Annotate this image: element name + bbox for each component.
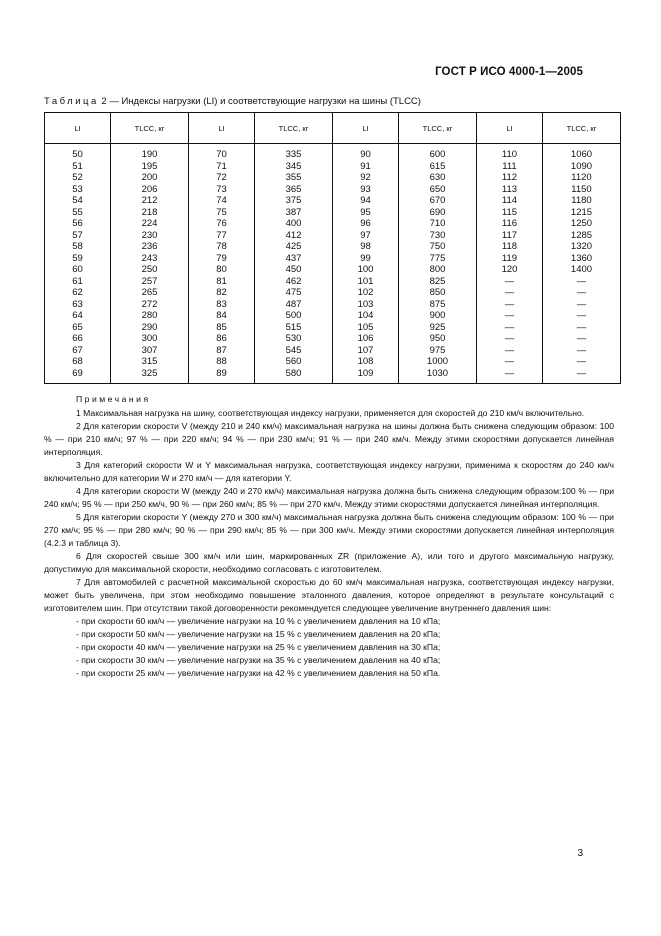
cell-li: 87 [189,345,255,357]
table-row [45,264,621,276]
document-code: ГОСТ Р ИСО 4000-1—2005 [435,66,583,78]
cell-tlcc: — [543,356,621,368]
load-index-table [44,112,621,384]
cell-tlcc: 710 [399,218,477,230]
notes-section [44,393,614,680]
cell-tlcc: 545 [255,345,333,357]
table-caption-prefix: Таблица [44,96,99,107]
note-bullet: - при скорости 50 км/ч — увеличение нагрузки на 15 % с увеличением давления на 20 кПа; [76,629,441,639]
cell-li: 109 [333,368,399,384]
note-item: 4 Для категории скорости W (между 240 и 270 км/ч) максимальная нагрузка должна быть снижена следующим образом:100 % — при 240 км/ч; 95 % — при 250 км/ч, 90 % — при 260 км/ч; 85 % — при 270 км/ч. Между этими скоростями допускается линейная интерполяция. [44,486,614,509]
cell-tlcc: 475 [255,287,333,299]
table-row [45,356,621,368]
cell-li: 89 [189,368,255,384]
cell-li: 101 [333,276,399,288]
cell-li: 54 [45,195,111,207]
cell-li: 88 [189,356,255,368]
cell-li: 108 [333,356,399,368]
cell-tlcc: 750 [399,241,477,253]
cell-li: 70 [189,144,255,161]
cell-li: 114 [477,195,543,207]
cell-li: 100 [333,264,399,276]
cell-li: 52 [45,172,111,184]
table-row [45,368,621,384]
cell-tlcc: 1030 [399,368,477,384]
cell-li: 69 [45,368,111,384]
cell-li: — [477,287,543,299]
cell-tlcc: 925 [399,322,477,334]
cell-tlcc: 800 [399,264,477,276]
column-header-tlcc: TLCC, кг [111,113,189,144]
cell-li: 102 [333,287,399,299]
cell-li: 86 [189,333,255,345]
cell-li: 119 [477,253,543,265]
note-bullet: - при скорости 30 км/ч — увеличение нагрузки на 35 % с увеличением давления на 40 кПа; [76,655,441,665]
cell-li: 79 [189,253,255,265]
cell-tlcc: 325 [111,368,189,384]
cell-tlcc: 355 [255,172,333,184]
cell-li: 75 [189,207,255,219]
cell-tlcc: 560 [255,356,333,368]
cell-tlcc: 1180 [543,195,621,207]
cell-tlcc: 670 [399,195,477,207]
cell-li: 111 [477,161,543,173]
cell-tlcc: — [543,322,621,334]
cell-tlcc: 206 [111,184,189,196]
column-header-li: LI [477,113,543,144]
cell-li: 73 [189,184,255,196]
column-header-tlcc: TLCC, кг [399,113,477,144]
cell-li: 68 [45,356,111,368]
cell-li: 95 [333,207,399,219]
cell-li: 57 [45,230,111,242]
cell-tlcc: 690 [399,207,477,219]
cell-li: 56 [45,218,111,230]
cell-li: 50 [45,144,111,161]
cell-li: 103 [333,299,399,311]
cell-tlcc: — [543,310,621,322]
cell-li: 66 [45,333,111,345]
note-item: 7 Для автомобилей с расчетной максимальной скоростью до 60 км/ч максимальная нагрузка, соответствующая индексу нагрузки, может быть увеличена, при этом необходимо повышение эталонного давления, которое определяют в результате консультаций с изготовителем шин. При отсутствии такой договоренности рекомендуется следующее увеличение внутреннего давления шин: [44,577,614,613]
cell-tlcc: 265 [111,287,189,299]
cell-tlcc: 315 [111,356,189,368]
cell-tlcc: 375 [255,195,333,207]
table-row [45,310,621,322]
cell-li: 53 [45,184,111,196]
cell-tlcc: 425 [255,241,333,253]
cell-tlcc: — [543,333,621,345]
note-bullet: - при скорости 25 км/ч — увеличение нагрузки на 42 % с увеличением давления на 50 кПа. [76,668,441,678]
cell-tlcc: 900 [399,310,477,322]
cell-tlcc: 1285 [543,230,621,242]
cell-tlcc: 400 [255,218,333,230]
cell-tlcc: 190 [111,144,189,161]
cell-tlcc: 825 [399,276,477,288]
cell-li: 77 [189,230,255,242]
cell-tlcc: — [543,368,621,384]
cell-tlcc: 950 [399,333,477,345]
cell-tlcc: — [543,287,621,299]
table-body [45,144,621,384]
cell-tlcc: 775 [399,253,477,265]
note-item: 1 Максимальная нагрузка на шину, соответствующая индексу нагрузки, применяется для скоростей до 210 км/ч включительно. [76,408,585,418]
cell-tlcc: 335 [255,144,333,161]
cell-li: 120 [477,264,543,276]
cell-li: 107 [333,345,399,357]
cell-li: — [477,299,543,311]
cell-tlcc: 212 [111,195,189,207]
cell-tlcc: 236 [111,241,189,253]
cell-li: 67 [45,345,111,357]
table-row [45,207,621,219]
note-bullet: - при скорости 60 км/ч — увеличение нагрузки на 10 % с увеличением давления на 10 кПа; [76,616,441,626]
cell-li: 62 [45,287,111,299]
cell-tlcc: 1250 [543,218,621,230]
table-row [45,195,621,207]
cell-tlcc: 1320 [543,241,621,253]
table-row [45,172,621,184]
cell-tlcc: 195 [111,161,189,173]
column-header-tlcc: TLCC, кг [543,113,621,144]
cell-li: 60 [45,264,111,276]
cell-tlcc: 580 [255,368,333,384]
cell-tlcc: 365 [255,184,333,196]
cell-li: 90 [333,144,399,161]
cell-li: 96 [333,218,399,230]
cell-tlcc: 975 [399,345,477,357]
column-header-li: LI [333,113,399,144]
cell-li: 99 [333,253,399,265]
cell-tlcc: 1150 [543,184,621,196]
cell-li: 94 [333,195,399,207]
table-row [45,322,621,334]
cell-li: 91 [333,161,399,173]
table-header-row [45,113,621,144]
table-row [45,287,621,299]
cell-li: 105 [333,322,399,334]
cell-tlcc: 1000 [399,356,477,368]
table-caption-text: 2 — Индексы нагрузки (LI) и соответствующие нагрузки на шины (TLCC) [101,96,421,107]
cell-tlcc: 650 [399,184,477,196]
cell-tlcc: 290 [111,322,189,334]
cell-li: — [477,310,543,322]
table-row [45,218,621,230]
cell-tlcc: 487 [255,299,333,311]
cell-tlcc: — [543,276,621,288]
cell-li: 59 [45,253,111,265]
cell-li: — [477,356,543,368]
note-item: 5 Для категории скорости Y (между 270 и 300 км/ч) максимальная нагрузка должна быть снижена следующим образом: 100 % — при 270 км/ч; 95 % — при 280 км/ч; 90 % — при 290 км/ч; 85 % — при 300 км/ч. Между этими скоростями допускается линейная интерполяция (4.2.3 и таблица 3). [44,512,614,548]
table-row [45,299,621,311]
cell-tlcc: 1060 [543,144,621,161]
cell-li: — [477,333,543,345]
cell-li: 106 [333,333,399,345]
table-row [45,241,621,253]
cell-li: 117 [477,230,543,242]
cell-tlcc: 300 [111,333,189,345]
cell-li: 71 [189,161,255,173]
cell-tlcc: 1360 [543,253,621,265]
cell-tlcc: 1215 [543,207,621,219]
table-row [45,276,621,288]
cell-tlcc: 850 [399,287,477,299]
table-row [45,161,621,173]
page-number: 3 [577,848,583,859]
column-header-li: LI [189,113,255,144]
cell-li: 81 [189,276,255,288]
cell-tlcc: 1090 [543,161,621,173]
notes-heading: Примечания [76,394,151,404]
cell-li: — [477,322,543,334]
table-row [45,184,621,196]
cell-tlcc: 630 [399,172,477,184]
cell-li: 97 [333,230,399,242]
cell-li: 98 [333,241,399,253]
table-row [45,230,621,242]
cell-li: 112 [477,172,543,184]
cell-li: 74 [189,195,255,207]
cell-tlcc: 257 [111,276,189,288]
cell-li: 93 [333,184,399,196]
table-caption [44,96,421,107]
table-row [45,345,621,357]
note-item: 3 Для категорий скорости W и Y максимальная нагрузка, соответствующая индексу нагрузки, применима к скоростям до 240 км/ч включительно для категории W и 270 км/ч — для категории Y. [44,460,614,483]
cell-tlcc: 1120 [543,172,621,184]
cell-li: 110 [477,144,543,161]
cell-tlcc: 730 [399,230,477,242]
cell-tlcc: 243 [111,253,189,265]
cell-tlcc: 200 [111,172,189,184]
cell-li: 80 [189,264,255,276]
cell-li: 76 [189,218,255,230]
cell-tlcc: 600 [399,144,477,161]
cell-tlcc: 218 [111,207,189,219]
cell-li: 116 [477,218,543,230]
cell-li: 115 [477,207,543,219]
table-row [45,333,621,345]
cell-li: 104 [333,310,399,322]
cell-tlcc: 250 [111,264,189,276]
column-header-tlcc: TLCC, кг [255,113,333,144]
cell-li: 58 [45,241,111,253]
cell-li: 64 [45,310,111,322]
cell-tlcc: 615 [399,161,477,173]
cell-li: 83 [189,299,255,311]
cell-li: 78 [189,241,255,253]
cell-li: 72 [189,172,255,184]
cell-li: — [477,368,543,384]
cell-li: 55 [45,207,111,219]
cell-li: 118 [477,241,543,253]
column-header-li: LI [45,113,111,144]
cell-tlcc: 500 [255,310,333,322]
table-row [45,144,621,161]
cell-tlcc: 530 [255,333,333,345]
cell-tlcc: 450 [255,264,333,276]
cell-tlcc: — [543,299,621,311]
cell-tlcc: 515 [255,322,333,334]
cell-tlcc: 224 [111,218,189,230]
cell-tlcc: 462 [255,276,333,288]
note-bullet: - при скорости 40 км/ч — увеличение нагрузки на 25 % с увеличением давления на 30 кПа; [76,642,441,652]
cell-tlcc: 230 [111,230,189,242]
table-row [45,253,621,265]
cell-li: 113 [477,184,543,196]
cell-li: 65 [45,322,111,334]
cell-li: 85 [189,322,255,334]
note-item: 6 Для скоростей свыше 300 км/ч или шин, маркированных ZR (приложение А), или того и другого максимальную нагрузку, допустимую для максимальной скорости, необходимо согласовать с изготовителем. [44,551,614,574]
cell-li: 63 [45,299,111,311]
cell-tlcc: 345 [255,161,333,173]
cell-tlcc: 437 [255,253,333,265]
note-item: 2 Для категории скорости V (между 210 и 240 км/ч) максимальная нагрузка на шины должна быть снижена следующим образом: 100 % — при 210 км/ч; 97 % — при 220 км/ч; 94 % — при 230 км/ч; 91 % — при 240 км/ч. Между этими скоростями допускается линейная интерполяция. [44,421,614,457]
cell-tlcc: 875 [399,299,477,311]
cell-li: 92 [333,172,399,184]
cell-li: 84 [189,310,255,322]
cell-tlcc: — [543,345,621,357]
cell-tlcc: 412 [255,230,333,242]
cell-tlcc: 1400 [543,264,621,276]
cell-tlcc: 272 [111,299,189,311]
cell-tlcc: 280 [111,310,189,322]
cell-li: 61 [45,276,111,288]
cell-tlcc: 387 [255,207,333,219]
cell-tlcc: 307 [111,345,189,357]
cell-li: — [477,345,543,357]
cell-li: 51 [45,161,111,173]
cell-li: 82 [189,287,255,299]
cell-li: — [477,276,543,288]
